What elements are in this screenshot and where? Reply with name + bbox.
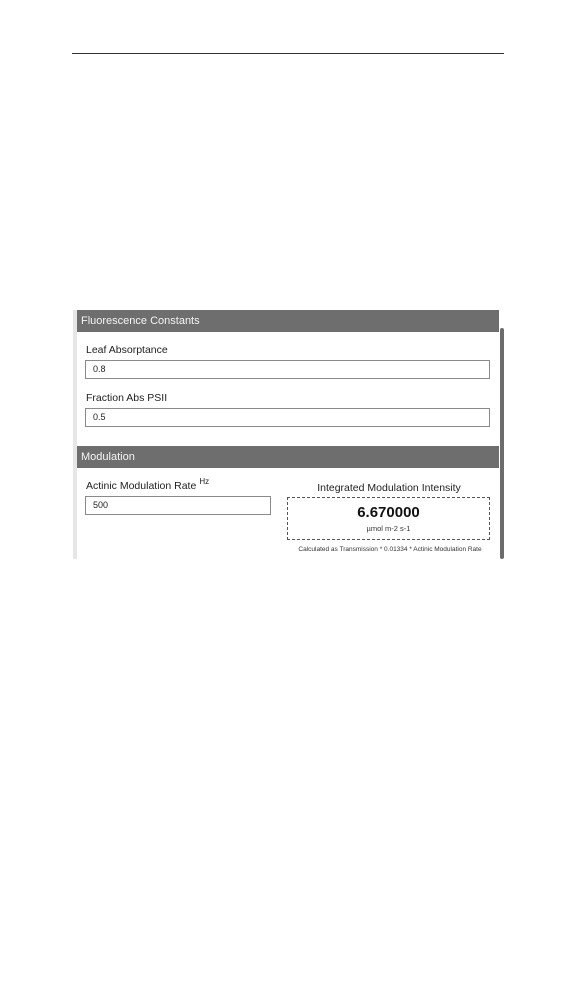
- leaf-absorptance-input[interactable]: 0.8: [85, 360, 490, 379]
- actinic-modulation-rate-input[interactable]: 500: [85, 496, 271, 515]
- leaf-absorptance-label: Leaf Absorptance: [86, 344, 168, 356]
- actinic-modulation-rate-unit: Hz: [199, 477, 210, 486]
- panel-left-border: [73, 310, 77, 559]
- integrated-modulation-intensity-note: Calculated as Transmission * 0.01334 * Actinic Modulation Rate: [298, 546, 482, 553]
- actinic-modulation-rate-label-text: Actinic Modulation Rate: [86, 480, 197, 492]
- integrated-modulation-intensity-box: [287, 497, 490, 540]
- integrated-modulation-intensity-unit: µmol m-2 s-1: [366, 524, 411, 533]
- integrated-modulation-intensity-title: Integrated Modulation Intensity: [317, 482, 461, 494]
- fraction-abs-psii-label: Fraction Abs PSII: [86, 392, 168, 404]
- actinic-modulation-rate-label: [86, 477, 210, 492]
- fluorescence-constants-header: Fluorescence Constants: [77, 310, 499, 332]
- page-header-rule: [72, 53, 504, 54]
- modulation-header: Modulation: [77, 446, 499, 468]
- settings-panel: [73, 310, 505, 559]
- integrated-modulation-intensity-value: 6.670000: [357, 504, 420, 521]
- fraction-abs-psii-input[interactable]: 0.5: [85, 408, 490, 427]
- scrollbar[interactable]: [500, 328, 504, 559]
